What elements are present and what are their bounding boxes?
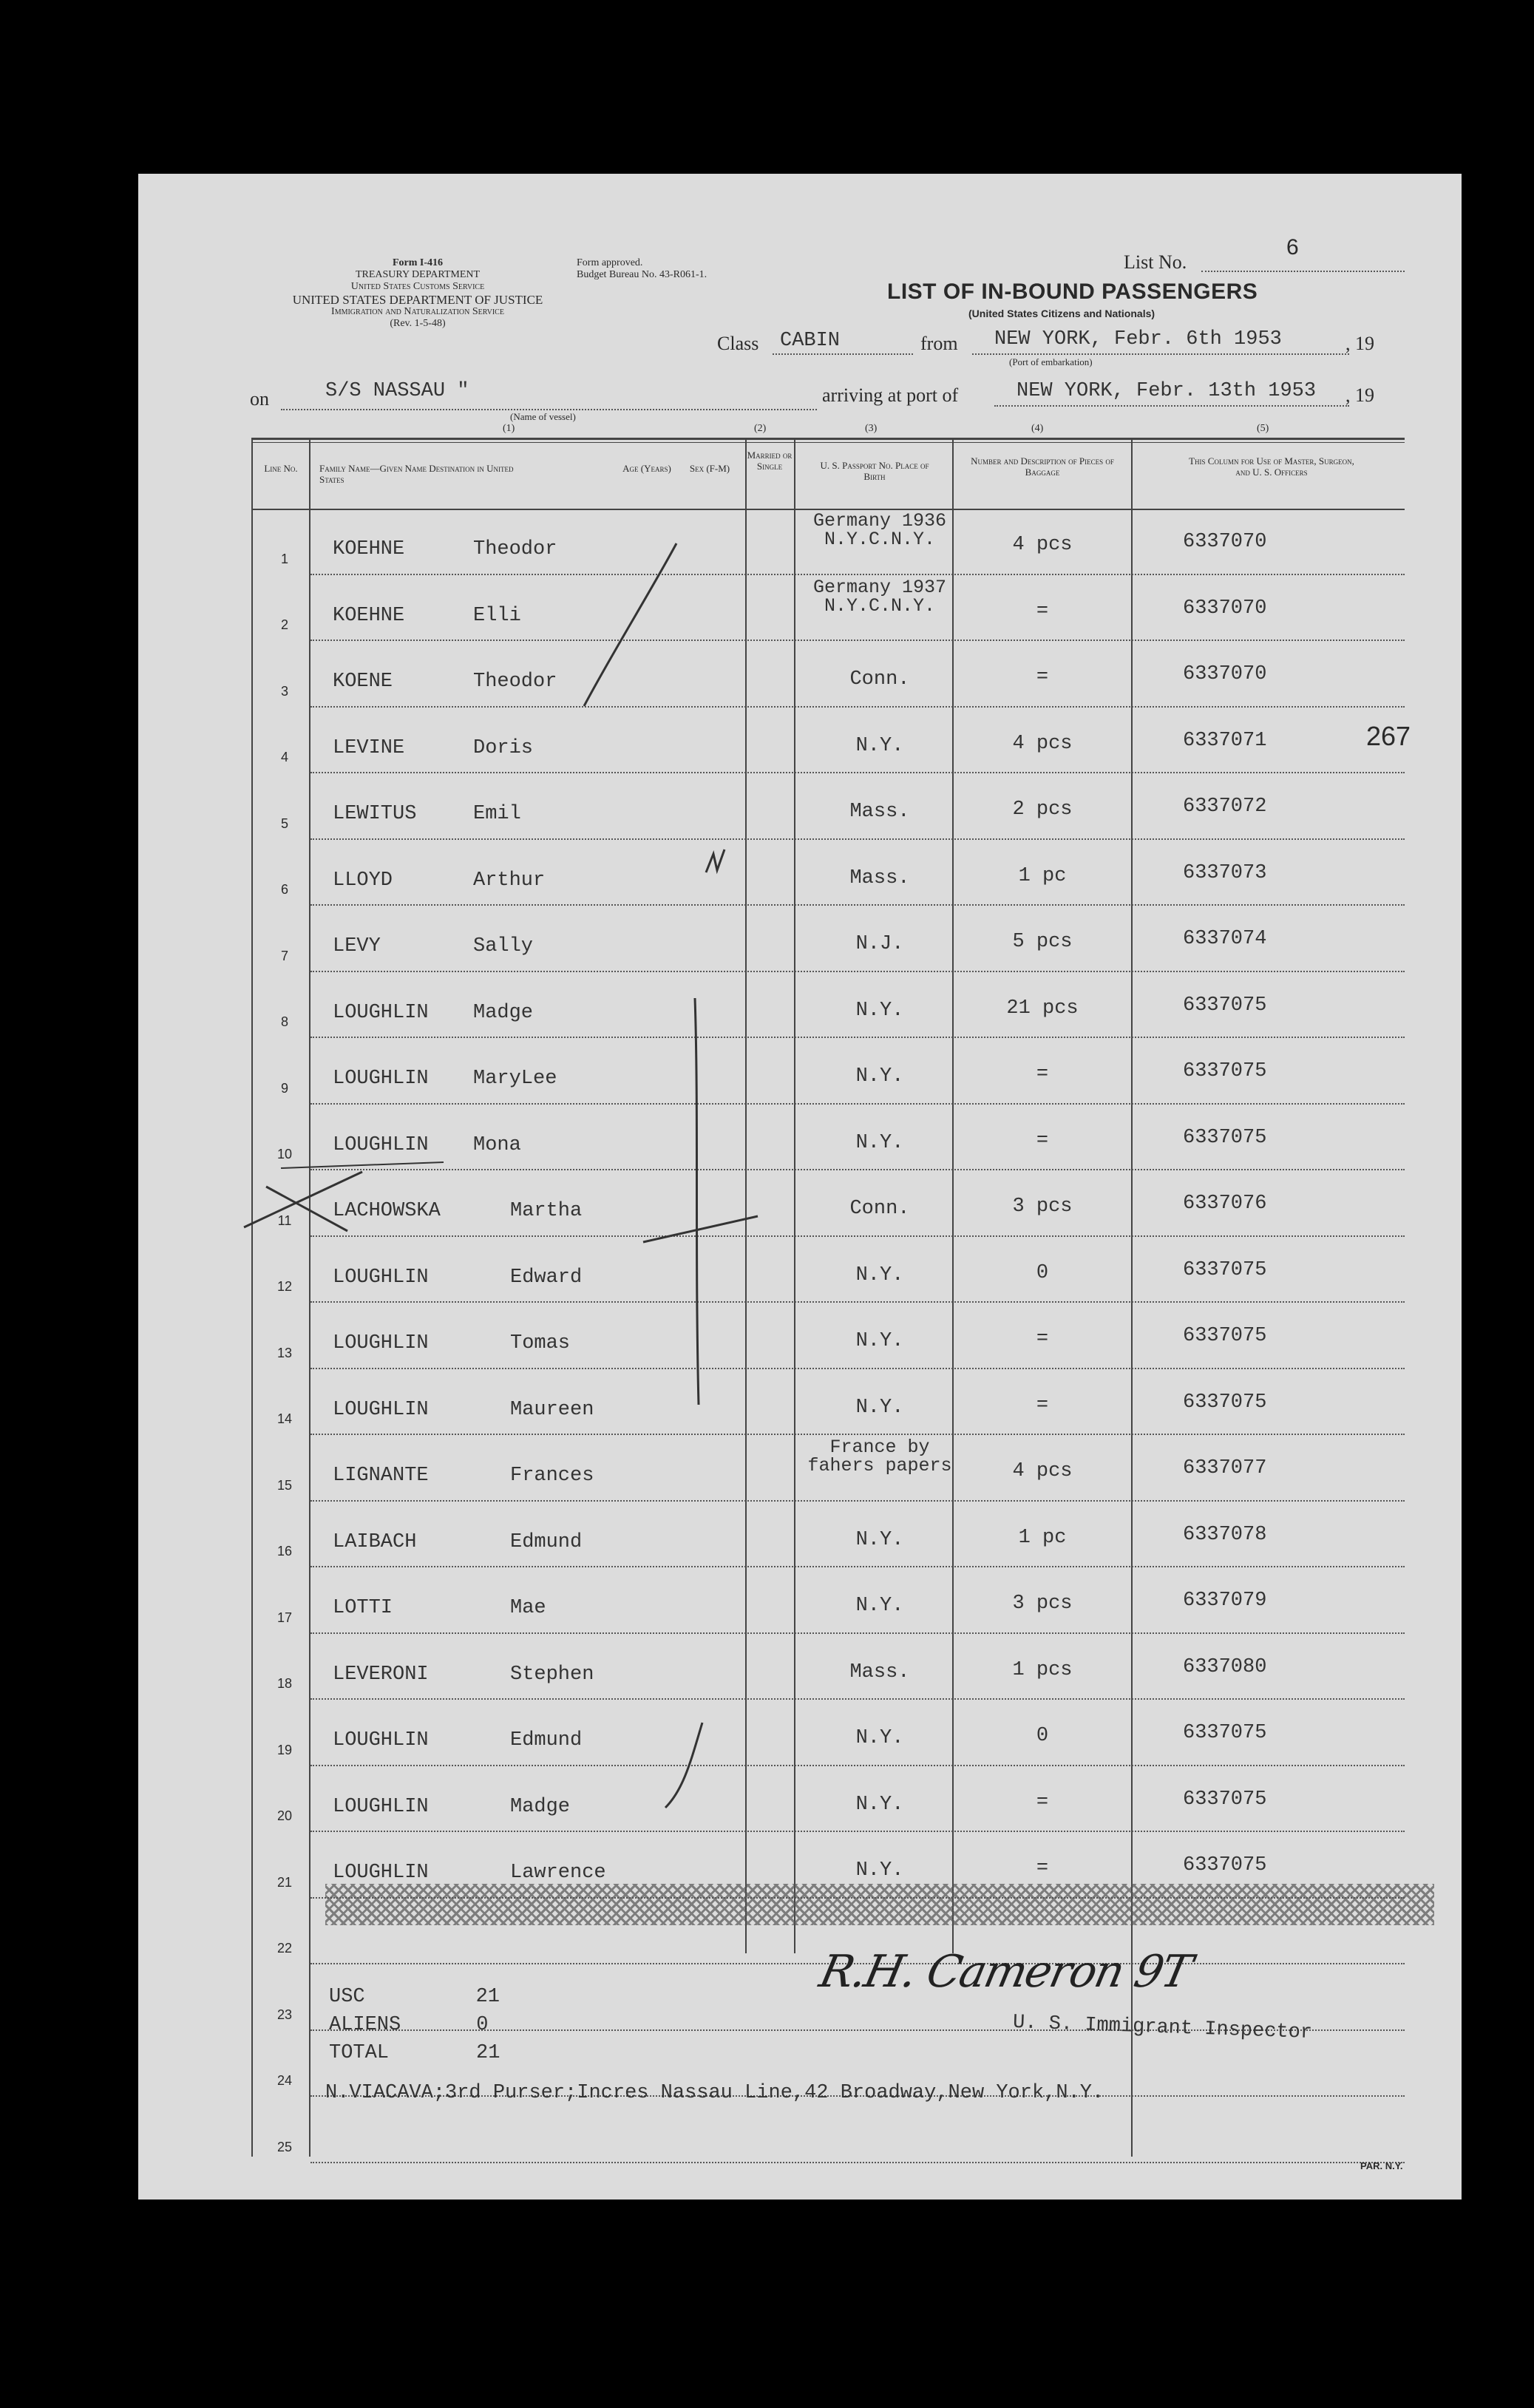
family-name: LACHOWSKA	[333, 1200, 441, 1222]
family-name: LOUGHLIN	[333, 1398, 429, 1421]
list-no-label: List No.	[1124, 251, 1187, 273]
given-name: Theodor	[473, 538, 557, 560]
baggage: =	[1036, 1857, 1049, 1879]
officer-number: 6337075	[1183, 994, 1267, 1017]
aliens-count: 0	[476, 2014, 489, 2036]
officer-number: 6337075	[1183, 1325, 1267, 1347]
place-of-birth: N.Y.	[855, 1595, 904, 1617]
header-name: Family Name—Given Name Destination in United States	[319, 463, 514, 485]
baggage: 0	[1036, 1725, 1049, 1747]
family-name: KOENE	[333, 671, 393, 693]
officer-number: 6337070	[1183, 531, 1267, 553]
family-name: LEWITUS	[333, 803, 417, 825]
line-number: 16	[276, 1544, 293, 1559]
given-name: Maureen	[510, 1398, 594, 1421]
inspector-title: U. S. Immigrant Inspector	[1012, 2011, 1313, 2045]
total-count: 21	[476, 2042, 500, 2064]
place-of-birth: France by fahers papers	[807, 1437, 952, 1476]
given-name: Emil	[473, 803, 521, 825]
line-number: 21	[276, 1874, 293, 1890]
class-label: Class	[717, 333, 759, 354]
total-label: TOTAL	[329, 2042, 390, 2064]
baggage: =	[1036, 1328, 1049, 1350]
printer-mark: PAR. N.Y.	[1360, 2160, 1403, 2171]
col-num-4: (4)	[1031, 423, 1044, 434]
budget-bureau: Budget Bureau No. 43-R061-1.	[577, 269, 707, 280]
family-name: LIGNANTE	[333, 1465, 429, 1487]
place-of-birth: N.Y.	[855, 1396, 904, 1419]
place-of-birth: N.Y.	[855, 734, 904, 757]
line-number: 19	[276, 1742, 293, 1757]
officer-number: 6337075	[1183, 1391, 1267, 1414]
family-name: LAIBACH	[333, 1530, 417, 1553]
line-number: 2	[280, 617, 288, 632]
family-name: LOUGHLIN	[333, 1001, 429, 1024]
line-number: 23	[276, 2007, 293, 2022]
from-value: NEW YORK, Febr. 6th 1953	[994, 328, 1282, 350]
line-number: 11	[277, 1213, 292, 1228]
given-name: Sally	[473, 935, 534, 957]
family-name: LEVY	[333, 935, 381, 957]
usc-count: 21	[475, 1986, 500, 2008]
officer-number: 6337073	[1183, 861, 1267, 884]
baggage: 1 pcs	[1012, 1658, 1073, 1681]
given-name: Arthur	[473, 869, 546, 892]
baggage: =	[1036, 1791, 1049, 1814]
place-of-birth: N.Y.	[855, 1131, 904, 1154]
given-name: Mae	[510, 1597, 546, 1619]
place-of-birth: Conn.	[849, 1198, 910, 1220]
line-number: 13	[276, 1345, 293, 1360]
officer-number: 6337075	[1183, 1788, 1267, 1811]
baggage: 4 pcs	[1012, 1460, 1073, 1482]
justice-dept: UNITED STATES DEPARTMENT OF JUSTICE	[292, 293, 543, 307]
officer-number: 6337072	[1183, 796, 1267, 818]
embarkation-note: (Port of embarkation)	[1009, 356, 1093, 367]
baggage: =	[1036, 600, 1049, 623]
place-of-birth: N.Y.	[855, 1330, 904, 1352]
line-number: 1	[280, 551, 288, 566]
given-name: MaryLee	[473, 1068, 557, 1090]
officer-number: 6337070	[1183, 663, 1267, 685]
baggage: 2 pcs	[1012, 798, 1073, 821]
family-name: LOUGHLIN	[333, 1729, 429, 1751]
usc-label: USC	[329, 1986, 365, 2008]
vessel-note: (Name of vessel)	[510, 411, 576, 422]
list-no-value: 6	[1286, 235, 1299, 260]
col-num-1: (1)	[503, 423, 515, 434]
given-name: Frances	[510, 1465, 594, 1487]
given-name: Edmund	[510, 1530, 583, 1553]
page-title: LIST OF IN-BOUND PASSENGERS	[887, 279, 1258, 304]
treasury-dept: TREASURY DEPARTMENT	[355, 269, 481, 280]
family-name: LOUGHLIN	[333, 1068, 429, 1090]
arrival-value: NEW YORK, Febr. 13th 1953	[1017, 380, 1317, 402]
given-name: Mona	[473, 1133, 521, 1156]
officer-number: 6337075	[1183, 1126, 1267, 1149]
officer-number: 6337075	[1183, 1060, 1267, 1082]
officer-number: 6337077	[1183, 1457, 1267, 1479]
family-name: LOUGHLIN	[333, 1862, 429, 1884]
officer-number: 6337075	[1183, 1854, 1267, 1876]
on-label: on	[250, 388, 269, 410]
line-number: 18	[276, 1676, 293, 1691]
line-number: 12	[276, 1279, 293, 1294]
header-age: Age (Years)	[622, 463, 671, 474]
family-name: LOUGHLIN	[333, 1795, 429, 1818]
header-married: Married or Single	[747, 450, 793, 472]
place-of-birth: Mass.	[849, 1661, 910, 1683]
baggage: 1 pc	[1018, 1526, 1067, 1549]
baggage: 5 pcs	[1012, 931, 1073, 953]
family-name: LEVERONI	[333, 1663, 429, 1686]
place-of-birth: N.Y.	[855, 1065, 904, 1088]
col-num-3: (3)	[865, 423, 878, 434]
place-of-birth: N.Y.	[855, 1727, 904, 1749]
page-number: 267	[1366, 721, 1411, 751]
officer-number: 6337078	[1183, 1523, 1267, 1546]
baggage: 0	[1036, 1261, 1049, 1284]
purser-line: N.VIACAVA;3rd Purser;Incres Nassau Line,42 Broadway,New York,N.Y.	[325, 2082, 1104, 2104]
form-number: Form I-416	[392, 257, 444, 268]
place-of-birth: Mass.	[849, 801, 910, 823]
given-name: Madge	[473, 1001, 534, 1024]
given-name: Theodor	[473, 671, 557, 693]
baggage: =	[1036, 1394, 1049, 1417]
baggage: 3 pcs	[1012, 1195, 1073, 1218]
given-name: Edward	[510, 1266, 583, 1289]
place-of-birth: Germany 1936 N.Y.C.N.Y.	[812, 510, 947, 550]
officer-number: 6337071	[1183, 729, 1267, 752]
place-of-birth: N.Y.	[855, 999, 904, 1022]
family-name: LOUGHLIN	[333, 1266, 429, 1289]
inspector-signature: R.H. Cameron 9T	[815, 1946, 1195, 1998]
customs-service: United States Customs Service	[350, 281, 485, 292]
header-baggage: Number and Description of Pieces of Baggage	[971, 455, 1114, 478]
given-name: Doris	[473, 736, 534, 759]
given-name: Stephen	[510, 1663, 594, 1686]
line-number: 8	[280, 1014, 288, 1029]
baggage: 3 pcs	[1012, 1593, 1073, 1615]
place-of-birth: Mass.	[849, 866, 910, 889]
vessel-name: S/S NASSAU "	[325, 380, 469, 402]
family-name: KOEHNE	[333, 604, 405, 627]
family-name: LEVINE	[333, 736, 405, 759]
place-of-birth: N.Y.	[855, 1528, 904, 1551]
line-number: 6	[280, 882, 288, 897]
family-name: LLOYD	[333, 869, 393, 892]
header-line-no: Line No.	[264, 463, 298, 474]
line-number: 20	[276, 1808, 293, 1823]
family-name: LOUGHLIN	[333, 1133, 429, 1156]
line-number: 9	[280, 1080, 288, 1096]
place-of-birth: Germany 1937 N.Y.C.N.Y.	[812, 576, 947, 617]
given-name: Madge	[510, 1795, 571, 1818]
baggage: =	[1036, 1063, 1049, 1085]
given-name: Lawrence	[510, 1862, 606, 1884]
line-number: 14	[276, 1411, 293, 1426]
form-revision: (Rev. 1-5-48)	[390, 318, 446, 329]
header-passport: U. S. Passport No. Place of Birth	[820, 460, 929, 482]
line-number: 10	[276, 1147, 293, 1161]
given-name: Elli	[473, 604, 521, 627]
line-number: 4	[280, 750, 288, 764]
baggage: 21 pcs	[1006, 997, 1079, 1020]
baggage: =	[1036, 1129, 1049, 1152]
class-value: CABIN	[780, 330, 841, 352]
line-number: 5	[280, 815, 288, 831]
arriving-label: arriving at port of	[822, 384, 959, 406]
place-of-birth: N.Y.	[855, 1859, 904, 1882]
from-label: from	[920, 333, 958, 354]
line-number: 25	[276, 2139, 293, 2154]
place-of-birth: N.Y.	[855, 1264, 904, 1286]
officer-number: 6337075	[1183, 1722, 1267, 1744]
from-year: , 19	[1345, 333, 1374, 354]
officer-number: 6337076	[1183, 1193, 1267, 1215]
family-name: LOTTI	[333, 1597, 393, 1619]
officer-number: 6337070	[1183, 597, 1267, 620]
line-number: 7	[280, 948, 288, 963]
officer-number: 6337074	[1183, 928, 1267, 950]
family-name: KOEHNE	[333, 538, 405, 560]
col-num-2: (2)	[754, 423, 767, 434]
form-approved: Form approved.	[577, 257, 643, 268]
place-of-birth: Conn.	[849, 668, 910, 691]
officer-number: 6337079	[1183, 1590, 1267, 1612]
given-name: Martha	[510, 1200, 583, 1222]
header-sex: Sex (F-M)	[689, 463, 730, 474]
col-num-5: (5)	[1257, 423, 1269, 434]
given-name: Tomas	[510, 1332, 571, 1354]
line-number: 3	[280, 683, 288, 699]
aliens-label: ALIENS	[329, 2014, 401, 2036]
arrival-year: , 19	[1345, 384, 1374, 406]
ins-service: Immigration and Naturalization Service	[331, 306, 504, 317]
line-number: 17	[276, 1610, 293, 1625]
line-number: 24	[276, 2073, 293, 2088]
family-name: LOUGHLIN	[333, 1332, 429, 1354]
baggage: 4 pcs	[1012, 732, 1073, 755]
line-number: 22	[276, 1941, 293, 1956]
line-number: 15	[276, 1477, 293, 1493]
page-subtitle: (United States Citizens and Nationals)	[968, 308, 1155, 319]
baggage: 4 pcs	[1012, 534, 1073, 556]
header-officers: This Column for Use of Master, Surgeon, and U. S. Officers	[1189, 455, 1354, 478]
place-of-birth: N.J.	[855, 933, 904, 955]
place-of-birth: N.Y.	[855, 1793, 904, 1816]
officer-number: 6337075	[1183, 1258, 1267, 1281]
baggage: =	[1036, 666, 1049, 688]
baggage: 1 pc	[1018, 864, 1067, 887]
given-name: Edmund	[510, 1729, 583, 1751]
officer-number: 6337080	[1183, 1655, 1267, 1678]
